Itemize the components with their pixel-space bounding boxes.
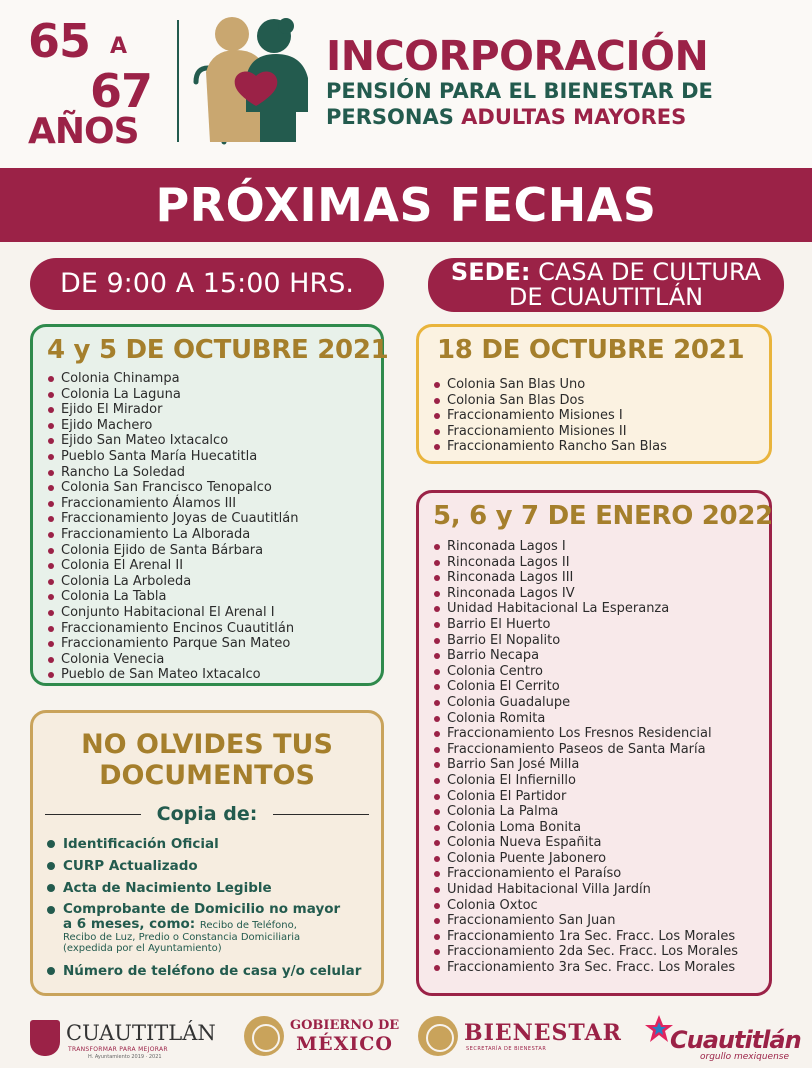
copy-heading xyxy=(33,801,381,827)
date-card-title: 4 y 5 DE OCTUBRE 2021 xyxy=(47,335,389,365)
place-item: Colonia Centro xyxy=(433,664,759,680)
mexico-seal-icon xyxy=(244,1016,284,1056)
place-item: Colonia Ejido de Santa Bárbara xyxy=(47,543,371,559)
divider-line xyxy=(273,814,369,815)
place-item: Colonia La Laguna xyxy=(47,387,371,403)
place-item: Colonia San Francisco Tenopalco xyxy=(47,480,371,496)
place-item: Fraccionamiento Parque San Mateo xyxy=(47,636,371,652)
place-item: Colonia Loma Bonita xyxy=(433,820,759,836)
place-item: Ejido San Mateo Ixtacalco xyxy=(47,433,371,449)
place-item: Colonia San Blas Uno xyxy=(433,377,759,393)
venue-name-line2: DE CUAUTITLÁN xyxy=(508,283,704,311)
place-item: Fraccionamiento Misiones I xyxy=(433,408,759,424)
banner-title: PRÓXIMAS FECHAS xyxy=(155,178,657,232)
cuautitlan-logo xyxy=(30,1014,220,1064)
address-detail-3: (expedida por el Ayuntamiento) xyxy=(63,943,222,954)
place-item: Fraccionamiento La Alborada xyxy=(47,527,371,543)
document-item-phone: Número de teléfono de casa y/o celular xyxy=(47,960,381,982)
documents-title-line2: DOCUMENTOS xyxy=(99,760,315,791)
place-item: Colonia La Tabla xyxy=(47,589,371,605)
gobierno-text xyxy=(290,1018,399,1054)
mexico-seal-icon xyxy=(418,1016,458,1056)
header-title-block xyxy=(326,34,796,130)
place-item: Fraccionamiento Álamos III xyxy=(47,496,371,512)
age-range xyxy=(28,14,168,152)
document-item: CURP Actualizado xyxy=(47,855,381,877)
place-item: Fraccionamiento Misiones II xyxy=(433,424,759,440)
place-item: Fraccionamiento 2da Sec. Fracc. Los Morales xyxy=(433,944,759,960)
page-subtitle-line2 xyxy=(326,104,796,130)
place-item: Fraccionamiento 1ra Sec. Fracc. Los Morales xyxy=(433,929,759,945)
elderly-couple-icon xyxy=(186,12,316,147)
header-divider xyxy=(177,20,179,142)
date-card-title: 5, 6 y 7 DE ENERO 2022 xyxy=(433,501,773,531)
place-item: Colonia La Arboleda xyxy=(47,574,371,590)
place-item: Rinconada Lagos II xyxy=(433,555,759,571)
place-item: Fraccionamiento 3ra Sec. Fracc. Los Morales xyxy=(433,960,759,976)
place-item: Fraccionamiento Paseos de Santa María xyxy=(433,742,759,758)
place-item: Unidad Habitacional Villa Jardín xyxy=(433,882,759,898)
place-item: Barrio El Huerto xyxy=(433,617,759,633)
place-item: Colonia Nueva Españita xyxy=(433,835,759,851)
gobierno-line2: MÉXICO xyxy=(296,1033,393,1055)
footer xyxy=(0,1008,812,1068)
place-item: Rinconada Lagos III xyxy=(433,570,759,586)
place-item: Colonia San Blas Dos xyxy=(433,393,759,409)
venue-label: SEDE: xyxy=(450,258,531,286)
cuautitlan-brand-logo xyxy=(644,1014,801,1064)
place-item: Ejido Machero xyxy=(47,418,371,434)
bienestar-text: BIENESTAR xyxy=(464,1020,622,1046)
place-item: Barrio San José Milla xyxy=(433,757,759,773)
page-title: INCORPORACIÓN xyxy=(326,32,709,80)
date-card-title: 18 DE OCTUBRE 2021 xyxy=(437,335,745,365)
document-item: Acta de Nacimiento Legible xyxy=(47,877,381,899)
places-list xyxy=(433,377,759,455)
place-item: Colonia Chinampa xyxy=(47,371,371,387)
place-item: Fraccionamiento Joyas de Cuautitlán xyxy=(47,511,371,527)
divider-line xyxy=(45,814,141,815)
place-item: Colonia Oxtoc xyxy=(433,898,759,914)
upcoming-dates-banner xyxy=(0,168,812,242)
place-item: Rinconada Lagos I xyxy=(433,539,759,555)
address-main-1: Comprobante de Domicilio no mayor xyxy=(63,901,341,917)
date-card-oct-4-5 xyxy=(30,324,389,686)
gobierno-mexico-logo xyxy=(244,1014,400,1064)
address-detail-2: Recibo de Luz, Predio o Constancia Domiciliaria xyxy=(63,932,301,943)
documents-title-line1: NO OLVIDES TUS xyxy=(81,729,333,760)
place-item: Colonia Venecia xyxy=(47,652,371,668)
bienestar-logo xyxy=(418,1014,622,1064)
place-item: Colonia El Cerrito xyxy=(433,679,759,695)
age-from: 65 xyxy=(28,14,91,68)
place-item: Pueblo Santa María Huecatitla xyxy=(47,449,371,465)
date-card-jan-5-6-7 xyxy=(416,490,772,996)
documents-title xyxy=(33,729,381,791)
subtitle-personas: PERSONAS xyxy=(326,105,454,129)
page-subtitle-line1: PENSIÓN PARA EL BIENESTAR DE xyxy=(326,79,713,103)
place-item: Colonia Puente Jabonero xyxy=(433,851,759,867)
place-item: Colonia El Arenal II xyxy=(47,558,371,574)
place-item: Barrio El Nopalito xyxy=(433,633,759,649)
cuautitlan-brand-text: Cuautitlán xyxy=(670,1026,801,1054)
place-item: Rinconada Lagos IV xyxy=(433,586,759,602)
document-item-address xyxy=(47,902,381,954)
bienestar-subtitle: SECRETARÍA DE BIENESTAR xyxy=(466,1046,547,1052)
cuautitlan-name: CUAUTITLÁN xyxy=(66,1021,216,1045)
place-item: Pueblo de San Mateo Ixtacalco xyxy=(47,667,371,683)
place-item: Fraccionamiento el Paraíso xyxy=(433,866,759,882)
place-item: Fraccionamiento Encinos Cuautitlán xyxy=(47,621,371,637)
place-item: Barrio Necapa xyxy=(433,648,759,664)
cuautitlan-tagline: TRANSFORMAR PARA MEJORAR xyxy=(68,1046,168,1053)
place-item: Fraccionamiento San Juan xyxy=(433,913,759,929)
document-item: Identificación Oficial xyxy=(47,833,381,855)
place-item: Conjunto Habitacional El Arenal I xyxy=(47,605,371,621)
address-main-2-row xyxy=(63,917,381,932)
place-item: Colonia El Infiernillo xyxy=(433,773,759,789)
cuautitlan-brand-sub: orgullo mexiquense xyxy=(700,1052,790,1062)
place-item: Rancho La Soledad xyxy=(47,465,371,481)
venue-line1 xyxy=(428,260,784,285)
subtitle-adultas-mayores: ADULTAS MAYORES xyxy=(461,105,687,129)
age-to: 67 xyxy=(90,64,153,118)
places-list xyxy=(47,371,371,683)
place-item: Unidad Habitacional La Esperanza xyxy=(433,601,759,617)
cuautitlan-shield-icon xyxy=(30,1020,60,1056)
gobierno-line1: GOBIERNO DE xyxy=(290,1018,400,1033)
venue-name-line1: CASA DE CULTURA xyxy=(538,258,762,286)
venue-pill xyxy=(428,258,784,312)
place-item: Colonia La Palma xyxy=(433,804,759,820)
place-item: Colonia Guadalupe xyxy=(433,695,759,711)
address-main-2: a 6 meses, como: xyxy=(63,916,196,932)
age-unit: AÑOS xyxy=(28,111,139,152)
places-list xyxy=(433,539,759,976)
copy-label: Copia de: xyxy=(156,803,258,825)
schedule-pill: DE 9:00 A 15:00 HRS. xyxy=(30,258,384,310)
place-item: Ejido El Mirador xyxy=(47,402,371,418)
date-card-oct-18 xyxy=(416,324,772,464)
documents-list xyxy=(47,833,381,982)
place-item: Fraccionamiento Rancho San Blas xyxy=(433,439,759,455)
age-connector: A xyxy=(110,34,128,59)
header xyxy=(0,0,812,168)
cuautitlan-period: H. Ayuntamiento 2019 · 2021 xyxy=(88,1054,162,1060)
place-item: Colonia Romita xyxy=(433,711,759,727)
place-item: Fraccionamiento Los Fresnos Residencial xyxy=(433,726,759,742)
place-item: Colonia El Partidor xyxy=(433,789,759,805)
documents-card xyxy=(30,710,384,996)
address-detail-1: Recibo de Teléfono, xyxy=(199,920,297,931)
